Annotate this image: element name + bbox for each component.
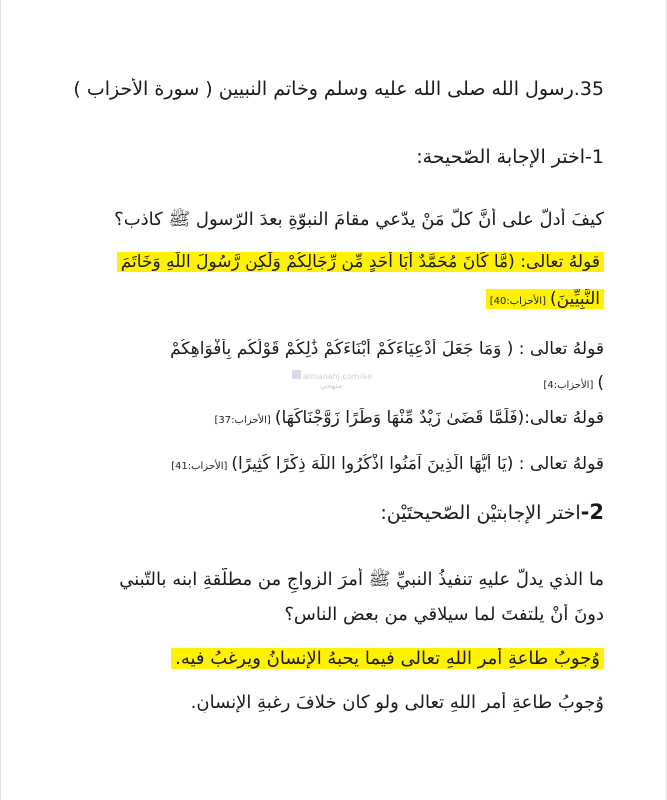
option-1-line-1 bbox=[53, 252, 604, 272]
option-1-ref: [الأحزاب:40] bbox=[489, 296, 546, 307]
option-4-ref: [الأحزاب:41] bbox=[171, 461, 228, 472]
option-2-line-2-text: ) bbox=[597, 373, 604, 393]
lesson-title bbox=[53, 78, 604, 100]
watermark bbox=[286, 370, 376, 400]
option-1-line-2 bbox=[53, 289, 604, 309]
section2-question-line-2 bbox=[53, 604, 604, 625]
option-4 bbox=[53, 454, 604, 474]
section2-question-line-1 bbox=[53, 568, 604, 594]
option-3-ref: [الأحزاب:37] bbox=[214, 415, 271, 426]
section2-number: 2- bbox=[580, 500, 604, 524]
option-3-text: قولهُ تعالى:(فَلَمَّا قَضَىٰ زَيْدٌ مِّنْهَا وَطَرًا زَوَّجْنَاكَهَا) bbox=[274, 408, 604, 428]
option-2-ref: [الأحزاب:4] bbox=[543, 380, 594, 391]
section1-heading-text: 1-اختر الإجابة الصّحيحة: bbox=[416, 146, 604, 168]
section2-heading-text: اخترِ الإجابتيْنِ الصّحيحتَيْنِ: bbox=[380, 502, 581, 524]
option-2-line-1 bbox=[53, 339, 604, 359]
section2-question-line-2-text: دونَ أنْ يلتفتَ لما سيلاقي من بعض الناس؟ bbox=[284, 604, 604, 625]
section1-question-text: كيفَ أدلُّ على أنَّ كلَّ مَنْ يدّعي مقامَ النبوّةِ بعدَ الرّسول ﷺ كاذب؟ bbox=[114, 209, 604, 230]
option-4-text: قولهُ تعالى : (يَا أَيُّهَا الَّذِينَ آمَنُوا اذْكُرُوا اللَّهَ ذِكْرًا كَثِيرًا) bbox=[231, 454, 604, 474]
option-1-line-2-text: النَّبِيِّينَ) bbox=[550, 289, 600, 309]
section2-question-line-1-text: ما الذي يدلُّ عليهِ تنفيذُ النبيِّ ﷺ أمرَ الزواجِ من مطلّقةِ ابنه بالتّبني bbox=[119, 569, 604, 590]
section2-heading bbox=[53, 500, 604, 524]
option-1-line-1-text: قولهُ تعالى: (مَّا كَانَ مُحَمَّدٌ أَبَا أَحَدٍ مِّن رِّجَالِكُمْ وَلَٰكِن رَّسُولَ اللَّهِ وَخَاتَمَ bbox=[117, 252, 604, 272]
watermark-site: almanahj.com/ae bbox=[302, 372, 373, 381]
lesson-title-text: 35.رسول الله صلى الله عليه وسلم وخاتم النبيين ( سورة الأحزاب ) bbox=[73, 78, 604, 100]
section1-heading bbox=[53, 146, 604, 168]
section1-question bbox=[53, 208, 604, 234]
answer-2 bbox=[53, 692, 604, 713]
answer-1-text: وُجوبُ طاعةِ أمرِ اللهِ تعالى فيما يحبهُ الإنسانُ ويرغبُ فيه. bbox=[171, 648, 604, 669]
option-2-line-1-text: قولهُ تعالى : ( وَمَا جَعَلَ أَدْعِيَاءَكُمْ أَبْنَاءَكُمْ ذَٰلِكُمْ قَوْلُكُم بِأَفْوَاهِكُمْ bbox=[170, 339, 604, 359]
watermark-brand: منهجي bbox=[319, 381, 343, 390]
answer-2-text: وُجوبُ طاعةِ أمرِ اللهِ تعالى ولو كان خلافَ رغبةِ الإنسانِ. bbox=[190, 692, 604, 713]
option-3 bbox=[53, 408, 604, 428]
answer-1 bbox=[53, 648, 604, 669]
watermark-logo-icon bbox=[292, 370, 301, 379]
